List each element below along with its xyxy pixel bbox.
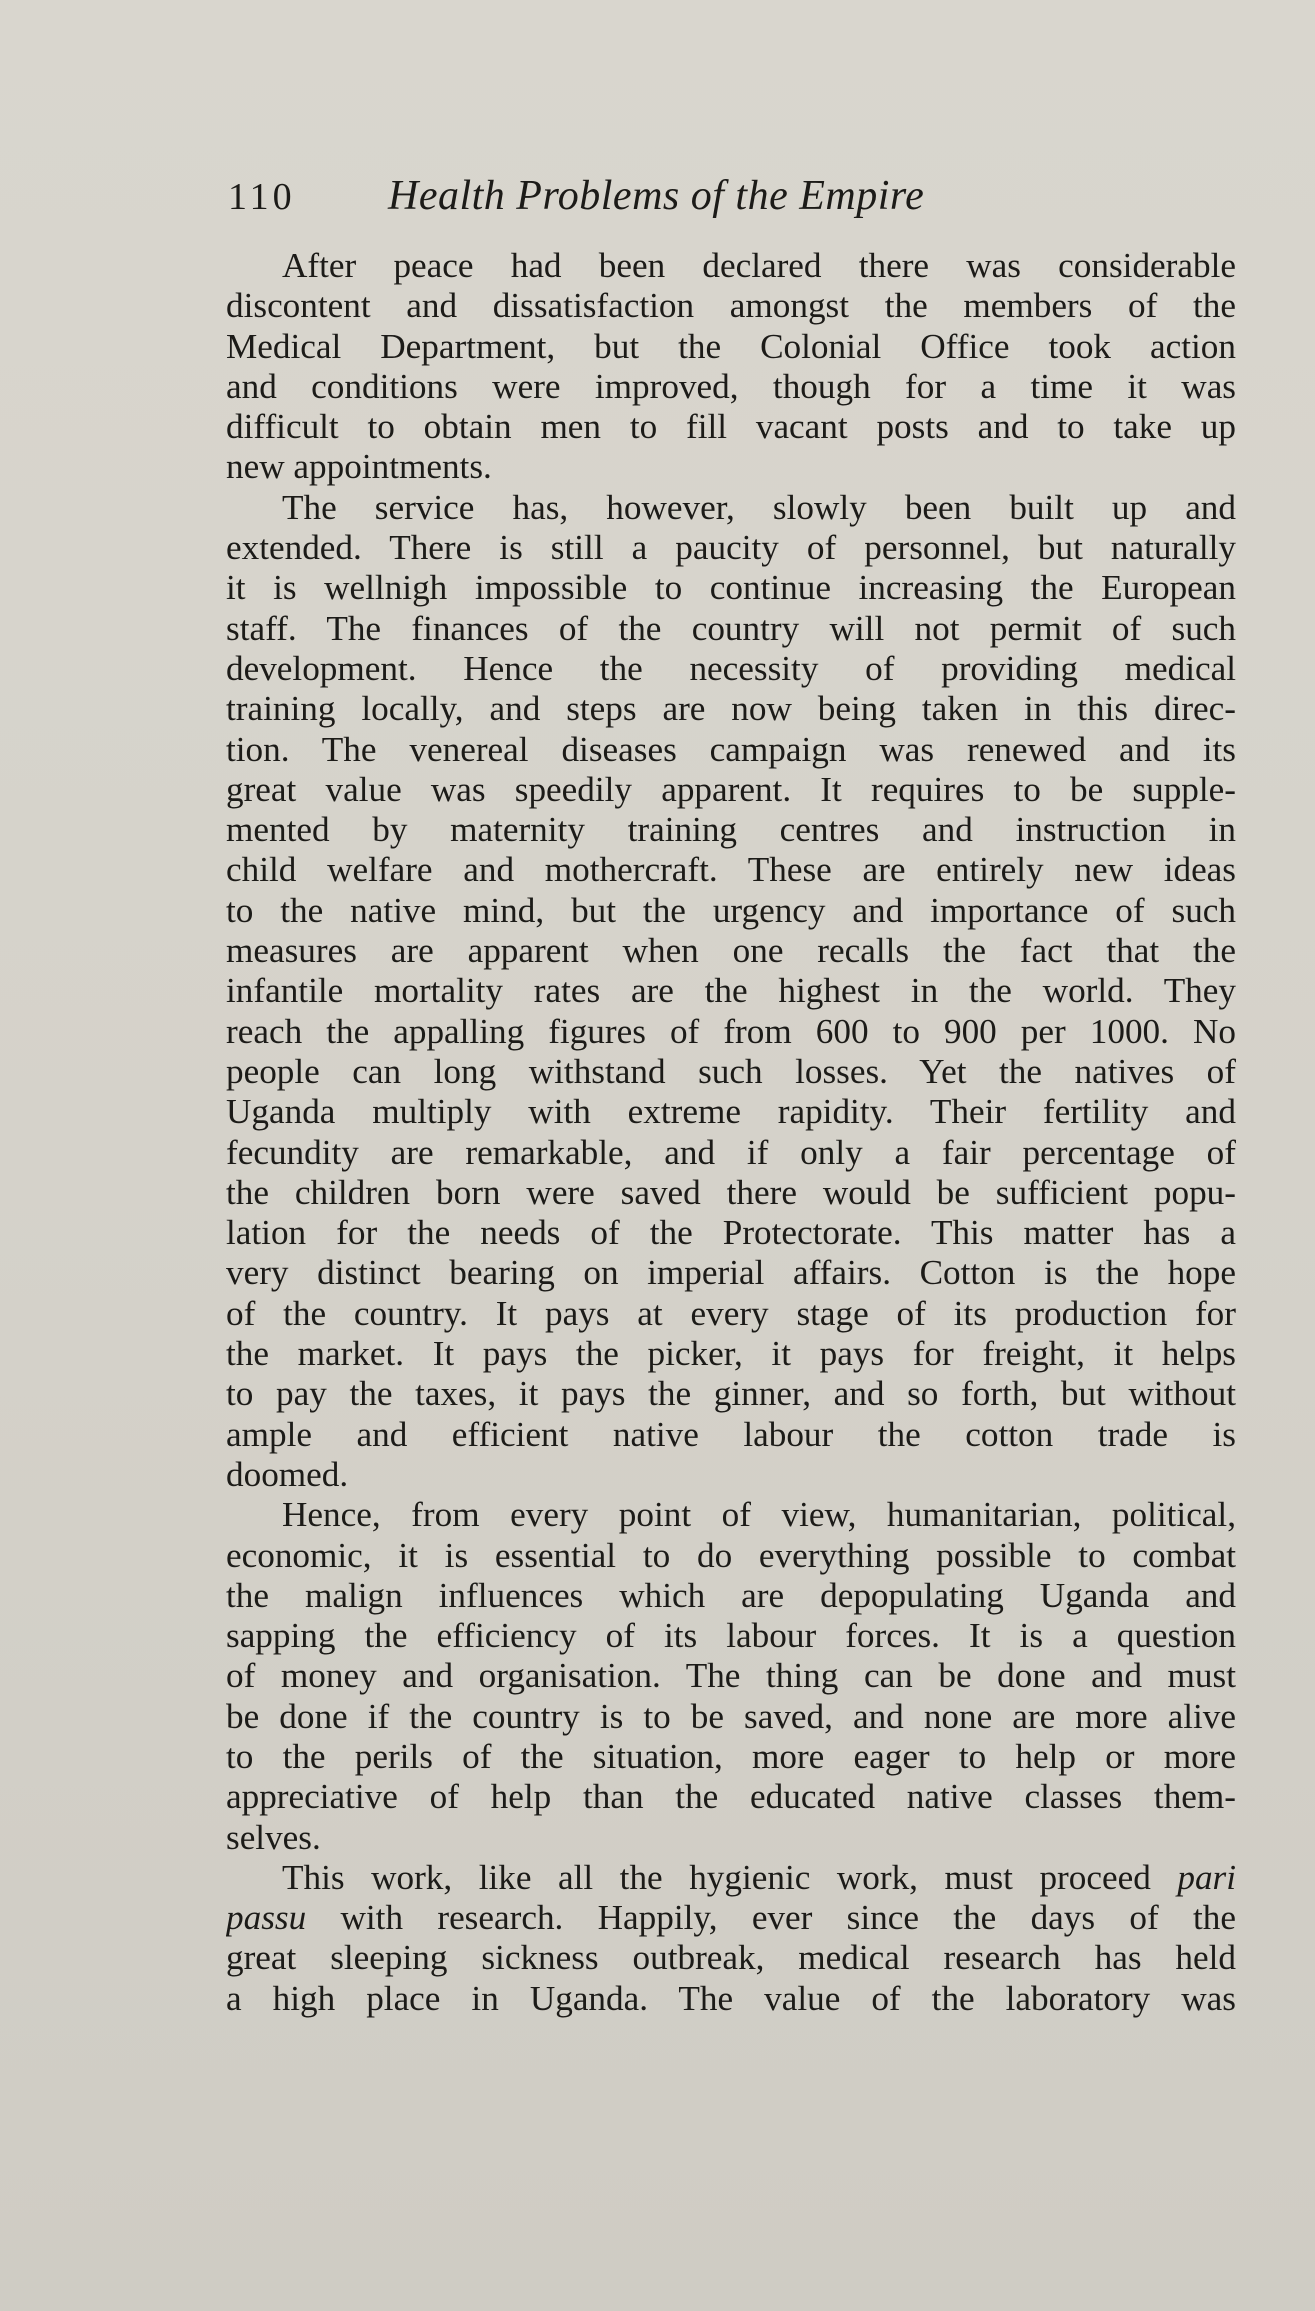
text-line: great sleeping sickness outbreak, medical research has held — [226, 1938, 1236, 1978]
text-line: The service has, however, slowly been built up and — [282, 487, 1236, 527]
text-line: fecundity are remarkable, and if only a fair percentage of — [226, 1132, 1236, 1172]
text-line: measures are apparent when one recalls the fact that the — [226, 931, 1236, 971]
text-line: selves. — [226, 1817, 321, 1857]
text-line: to the perils of the situation, more eager to help or more — [226, 1736, 1236, 1776]
text-line: great value was speedily apparent. It requires to be supple- — [226, 769, 1236, 809]
text-line: of the country. It pays at every stage of its production for — [226, 1293, 1236, 1333]
text-line: it is wellnigh impossible to continue increasing the European — [226, 568, 1236, 608]
text-line: development. Hence the necessity of providing medical — [226, 648, 1236, 688]
text-line: ample and efficient native labour the cotton trade is — [226, 1414, 1236, 1454]
text-line: sapping the efficiency of its labour forces. It is a question — [226, 1616, 1236, 1656]
paragraph-4 — [226, 1858, 1236, 2019]
text-line: mented by maternity training centres and instruction in — [226, 810, 1236, 850]
text-line: Hence, from every point of view, humanitarian, political, — [282, 1495, 1236, 1535]
italic-term: pari — [1177, 1857, 1236, 1897]
text-line: staff. The finances of the country will not permit of such — [226, 608, 1236, 648]
text-line: to pay the taxes, it pays the ginner, and so forth, but without — [226, 1374, 1236, 1414]
text-line: to the native mind, but the urgency and importance of such — [226, 890, 1236, 930]
text-line: new appointments. — [226, 447, 492, 487]
text-line: training locally, and steps are now being taken in this direc- — [226, 689, 1236, 729]
text-line: very distinct bearing on imperial affairs. Cotton is the hope — [226, 1253, 1236, 1293]
text-line: discontent and dissatisfaction amongst the members of the — [226, 286, 1236, 326]
body-text — [226, 246, 1236, 2019]
text-line: reach the appalling figures of from 600 to 900 per 1000. No — [226, 1011, 1236, 1051]
text-segment: with research. Happily, ever since the days of the — [340, 1898, 1236, 1938]
paragraph-3 — [226, 1495, 1236, 1858]
text-line: extended. There is still a paucity of personnel, but naturally — [226, 528, 1236, 568]
text-line: tion. The venereal diseases campaign was renewed and its — [226, 729, 1236, 769]
page-number: 110 — [228, 176, 296, 218]
text-line: the children born were saved there would be sufficient popu- — [226, 1172, 1236, 1212]
text-line: Uganda multiply with extreme rapidity. Their fertility and — [226, 1092, 1236, 1132]
text-line: infantile mortality rates are the highest in the world. They — [226, 971, 1236, 1011]
page-header — [228, 172, 1238, 228]
text-line: of money and organisation. The thing can be done and must — [226, 1656, 1236, 1696]
text-line: the malign influences which are depopulating Uganda and — [226, 1575, 1236, 1615]
text-line — [226, 1858, 1236, 1898]
italic-term: passu — [226, 1898, 307, 1938]
text-line: be done if the country is to be saved, and none are more alive — [226, 1696, 1236, 1736]
text-line — [226, 1898, 1236, 1938]
text-line: economic, it is essential to do everything possible to combat — [226, 1535, 1236, 1575]
text-line: After peace had been declared there was considerable — [282, 246, 1236, 285]
text-line: difficult to obtain men to fill vacant posts and to take up — [226, 407, 1236, 447]
text-line: appreciative of help than the educated native classes them- — [226, 1777, 1236, 1817]
text-line: people can long withstand such losses. Yet the natives of — [226, 1051, 1236, 1091]
text-segment: This work, like all the hygienic work, must proceed — [282, 1857, 1151, 1897]
text-line: and conditions were improved, though for a time it was — [226, 366, 1236, 406]
paragraph-1 — [226, 246, 1236, 488]
paragraph-2 — [226, 488, 1236, 1495]
text-line: a high place in Uganda. The value of the laboratory was — [226, 1978, 1236, 2018]
text-line: Medical Department, but the Colonial Office took action — [226, 326, 1236, 366]
text-line: lation for the needs of the Protectorate. This matter has a — [226, 1213, 1236, 1253]
text-line: the market. It pays the picker, it pays for freight, it helps — [226, 1334, 1236, 1374]
text-line: child welfare and mothercraft. These are entirely new ideas — [226, 850, 1236, 890]
text-line: doomed. — [226, 1454, 349, 1494]
running-title: Health Problems of the Empire — [388, 173, 925, 219]
